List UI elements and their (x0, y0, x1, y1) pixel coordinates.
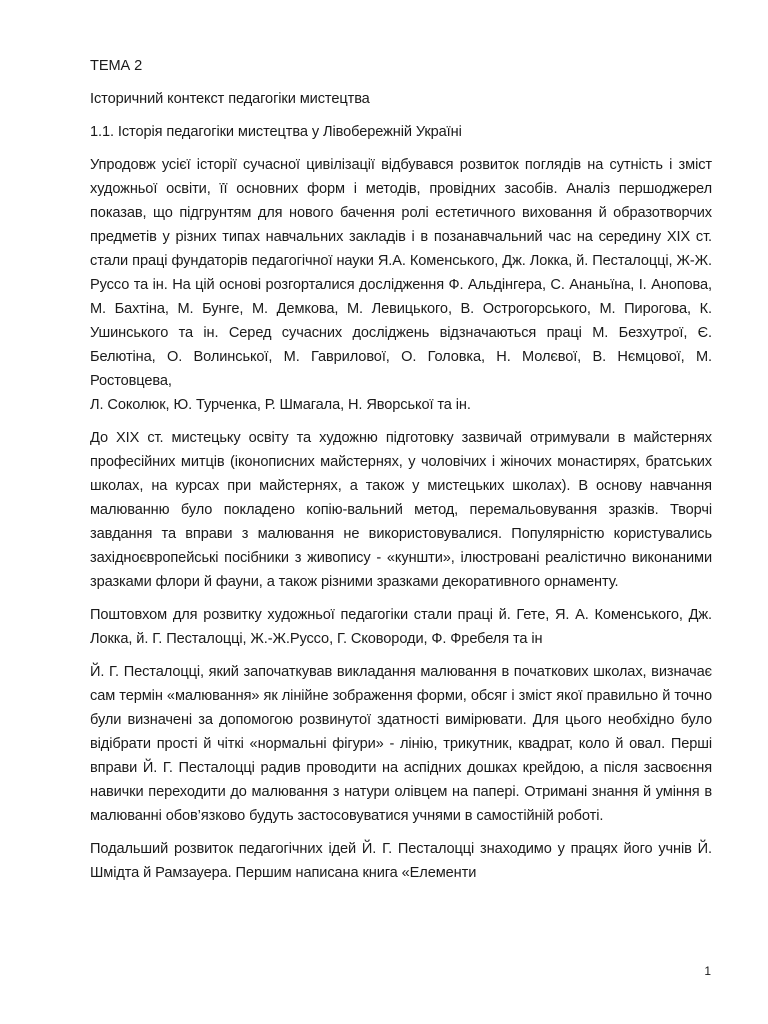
page-number: 1 (704, 964, 711, 978)
topic-title: Історичний контекст педагогіки мистецтва (90, 91, 370, 107)
paragraph-intro-continuation: Л. Соколюк, Ю. Турченка, Р. Шмагала, Н. Яворської та ін. (90, 397, 471, 413)
paragraph-intro: Упродовж усієї історії сучасної цивілізації відбувався розвиток поглядів на сутність і зміст художньої освіти, її основних форм і методів, провідних засобів. Аналіз першоджерел показав, що підгрунтям для нового бачення ролі естетичного виховання й образотворчих предметів у різних типах навчальних закладів і в позанавчальний час на середину XIX ст. стали праці фундаторів педагогічної науки Я.А. Коменського, Дж. Локка, й. Песталоцці, Ж-Ж. Руссо та ін. На цій основі розгорталися дослідження Ф. Альдінгера, С. Ананьїна, І. Анопова, М. Бахтіна, М. Бунге, М. Демкова, М. Левицького, В. Острогорського, М. Пирогова, К. Ушинського та ін. Серед сучасних досліджень відзначаються праці М. Безхутрої, Є. Белютіна, О. Волинської, М. Гаврилової, О. Головка, Н. Молєвої, В. Нємцової, М. Ростовцева, (90, 157, 712, 389)
paragraph-art-education: До XIX ст. мистецьку освіту та художню підготовку зазвичай отримували в майстернях професійних митців (іконописних майстернях, у чоловічих і жіночих монастирях, братських школах, на курсах при майстернях, а також у мистецьких школах). В основу навчання малюванню було покладено копію-вальний метод, перемальовування зразків. Творчі завдання та вправи з малювання не використовувалися. Популярністю користувались західноєвропейські посібники з живопису - «куншти», ілюстровані реалістично виконаними зразками флори й фауни, а також різними зразками декоративного орнаменту. (90, 430, 712, 590)
paragraph-pestalozzi: Й. Г. Песталоцці, який започаткував викладання малювання в початкових школах, визначає сам термін «малювання» як лінійне зображення форми, обсяг і зміст якої правильно й точно були визначені за допомогою розвинутої здатності вимірювати. Для цього необхідно було відібрати прості й чіткі «нормальні фігури» - лінію, трикутник, квадрат, коло й овал. Перші вправи Й. Г. Песталоцці радив проводити на аспідних дошках крейдою, а після засвоєння навички переходити до малювання з натури олівцем на папері. Отримані знання й уміння в малюванні обов’язково будуть застосовуватися учнями в самостійній роботі. (90, 664, 712, 824)
topic-heading: ТЕМА 2 (90, 58, 143, 74)
paragraph-impulse: Поштовхом для розвитку художньої педагогіки стали праці й. Гете, Я. А. Коменського, Дж. Локка, й. Г. Песталоцці, Ж.-Ж.Руссо, Г. Сковороди, Ф. Фребеля та ін (90, 607, 712, 647)
paragraph-further-development: Подальший розвиток педагогічних ідей Й. Г. Песталоцці знаходимо у працях його учнів Й. Шмідта й Рамзауера. Першим написана книга «Елементи (90, 841, 712, 881)
section-heading: 1.1. Історія педагогіки мистецтва у Лівобережній Україні (90, 124, 462, 140)
page-content (90, 54, 712, 894)
